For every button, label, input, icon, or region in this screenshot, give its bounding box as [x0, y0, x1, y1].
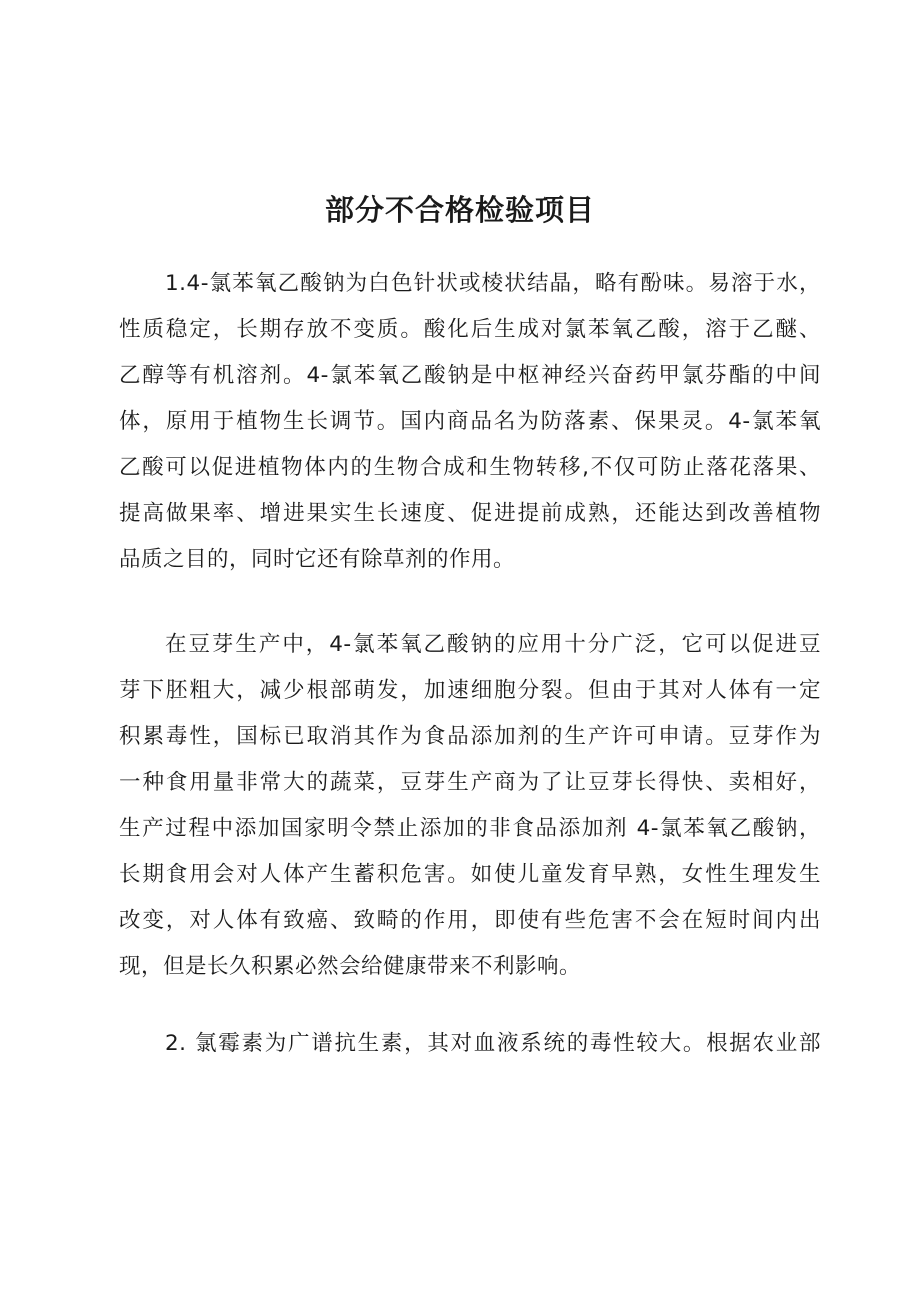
paragraph-line: 乙醇等有机溶剂。4-氯苯氧乙酸钠是中枢神经兴奋药甲氯芬酯的中间	[119, 363, 821, 388]
paragraph-line: 2. 氯霉素为广谱抗生素，其对血液系统的毒性较大。根据农业部	[165, 1031, 821, 1056]
paragraph-line: 乙酸可以促进植物体内的生物合成和生物转移,不仅可防止落花落果、	[119, 455, 821, 480]
paragraph-line: 品质之目的，同时它还有除草剂的作用。	[119, 547, 516, 572]
paragraph-line: 性质稳定，长期存放不变质。酸化后生成对氯苯氧乙酸，溶于乙醚、	[119, 317, 821, 342]
paragraph-line: 长期食用会对人体产生蓄积危害。如使儿童发育早熟，女性生理发生	[119, 862, 821, 887]
paragraph-line: 生产过程中添加国家明令禁止添加的非食品添加剂 4-氯苯氧乙酸钠，	[119, 816, 821, 841]
paragraph-2	[119, 622, 821, 990]
page-title: 部分不合格检验项目	[324, 193, 595, 227]
paragraph-line: 提高做果率、增进果实生长速度、促进提前成熟，还能达到改善植物	[119, 501, 821, 526]
paragraph-line: 一种食用量非常大的蔬菜，豆芽生产商为了让豆芽长得快、卖相好，	[119, 770, 821, 795]
paragraph-line: 芽下胚粗大，减少根部萌发，加速细胞分裂。但由于其对人体有一定	[119, 678, 821, 703]
paragraph-line: 现，但是长久积累必然会给健康带来不利影响。	[119, 954, 582, 979]
paragraph-line: 1.4-氯苯氧乙酸钠为白色针状或棱状结晶，略有酚味。易溶于水，	[165, 271, 821, 296]
paragraph-line: 在豆芽生产中，4-氯苯氧乙酸钠的应用十分广泛，它可以促进豆	[165, 632, 821, 657]
paragraph-line: 积累毒性，国标已取消其作为食品添加剂的生产许可申请。豆芽作为	[119, 724, 821, 749]
paragraph-line: 体，原用于植物生长调节。国内商品名为防落素、保果灵。4-氯苯氧	[119, 409, 821, 434]
paragraph-1	[119, 261, 821, 583]
paragraph-line: 改变，对人体有致癌、致畸的作用，即使有些危害不会在短时间内出	[119, 908, 821, 933]
paragraph-3	[119, 1021, 821, 1067]
